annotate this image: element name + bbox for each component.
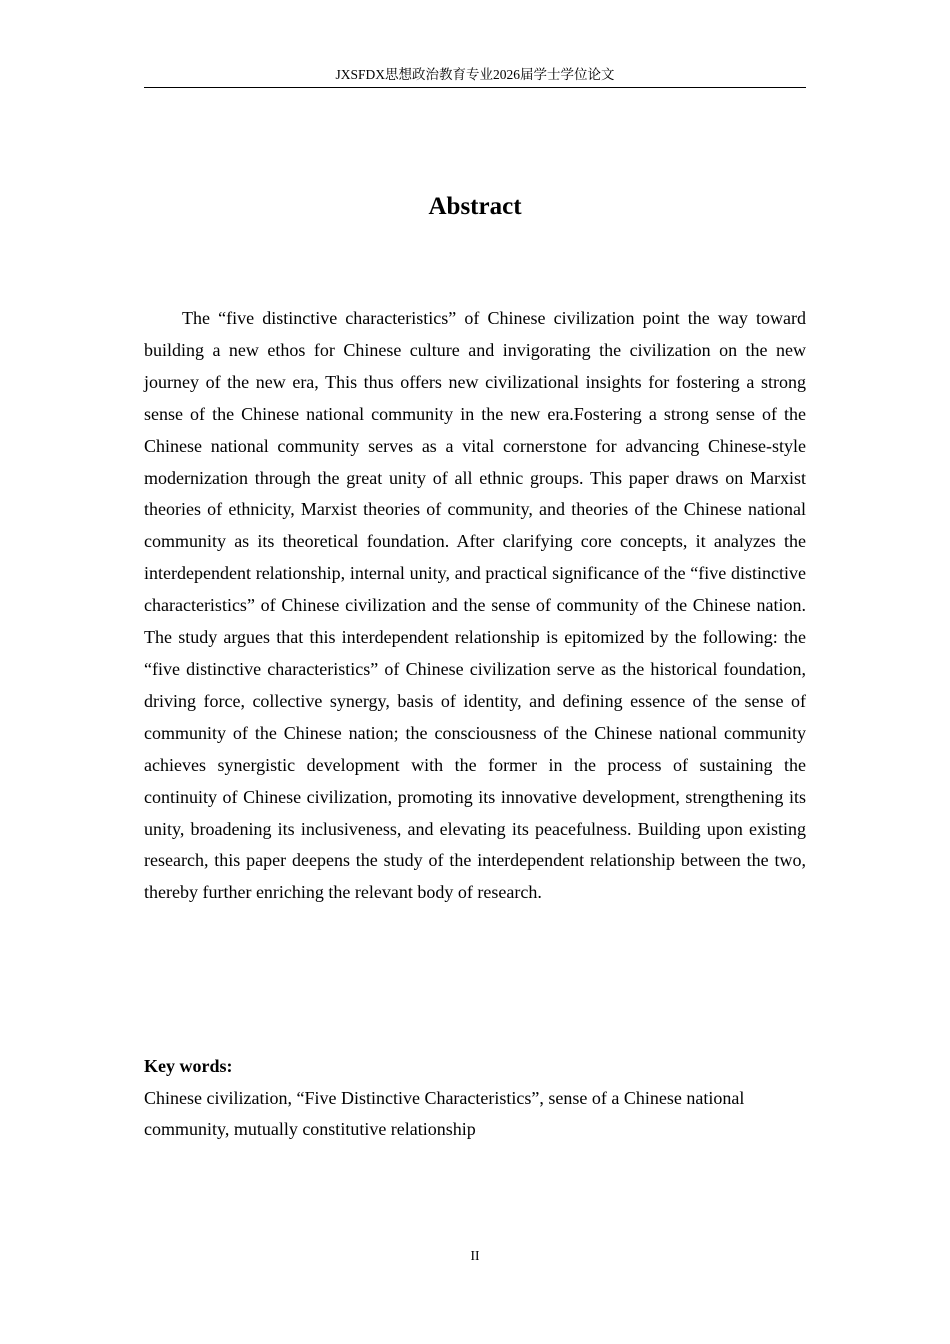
abstract-paragraph: The “five distinctive characteristics” of Chinese civilization point the way toward building a new ethos for Chinese culture and invigorating the civilization on the new journey of the new era, This thus offers new civilizational insights for fostering a strong sense of the Chinese national community in the new era.Fostering a strong sense of the Chinese national community serves as a vital cornerstone for advancing Chinese-style modernization through the great unity of all ethnic groups. This paper draws on Marxist theories of ethnicity, Marxist theories of community, and theories of the Chinese national community as its theoretical foundation. After clarifying core concepts, it analyzes the interdependent relationship, internal unity, and practical significance of the “five distinctive characteristics” of Chinese civilization and the sense of community of the Chinese nation. The study argues that this interdependent relationship is epitomized by the following: the “five distinctive characteristics” of Chinese civilization serve as the historical foundation, driving force, collective synergy, basis of identity, and defining essence of the sense of community of the Chinese nation; the consciousness of the Chinese national community achieves synergistic development with the former in the process of sustaining the continuity of Chinese civilization, promoting its innovative development, strengthening its unity, broadening its inclusiveness, and elevating its peacefulness. Building upon existing research, this paper deepens the study of the interdependent relationship between the two, thereby further enriching the relevant body of research. [144,308,806,903]
header-divider [144,87,806,88]
running-header: JXSFDX思想政治教育专业2026届学士学位论文 [335,67,615,82]
abstract-title: Abstract [428,193,522,220]
keywords-list: Chinese civilization, “Five Distinctive Characteristics”, sense of a Chinese national community, mutually constitutive relationship [144,1088,745,1139]
page-number: II [470,1248,480,1263]
keywords-heading: Key words: [144,1056,233,1076]
